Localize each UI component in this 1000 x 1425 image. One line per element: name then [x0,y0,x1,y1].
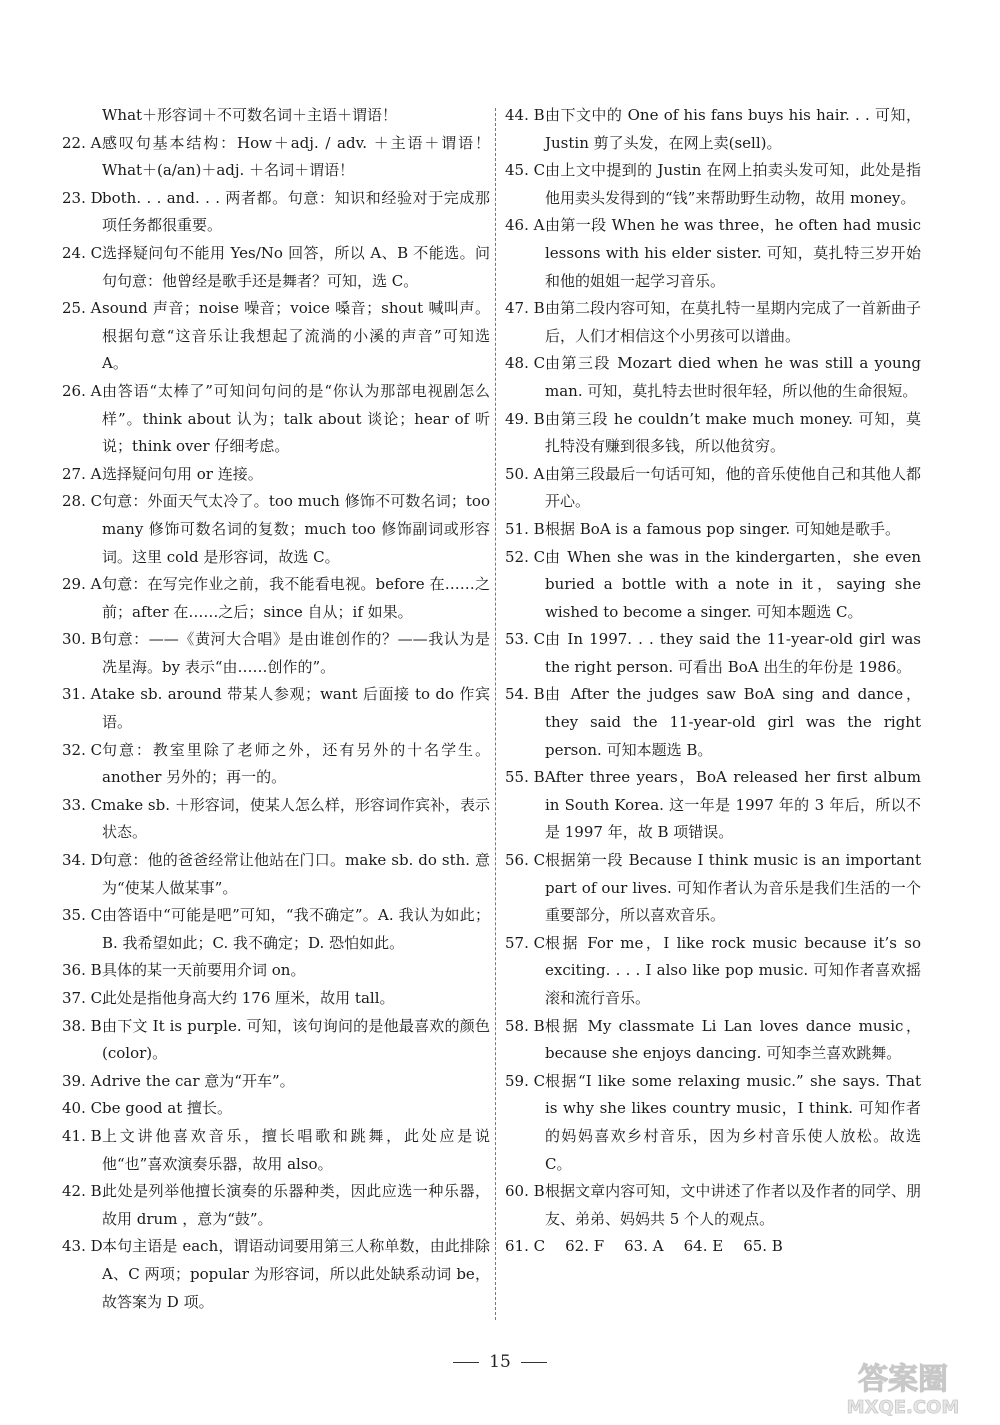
answer-number: 29. A [62,575,102,594]
answer-explanation: 由第一段 When he was three，he often had music lessons with his elder sister. 可知，莫扎特三岁开始和他的姐姐一起学习音乐。 [545,216,921,290]
answer-number: 22. A [62,133,102,152]
answer-explanation: 由第三段 Mozart died when he was still a young man. 可知，莫扎特去世时很年轻，所以他的生命很短。 [545,354,921,400]
answer-number: 30. B [62,630,102,649]
answer-item [62,1233,490,1316]
answer-explanation: 由第三段 he couldn’t make much money. 可知，莫扎特没有赚到很多钱，所以他贫穷。 [545,409,921,456]
answer-item [505,847,921,930]
answer-item [62,681,490,736]
page-number-dash-left [453,1362,479,1363]
answer-number: 47. B [505,299,545,318]
answer-explanation: 句意：外面天气太冷了。too much 修饰不可数名词；too many 修饰可数名词的复数；much too 修饰副词或形容词。这里 cold 是形容词，故选 C。 [102,492,490,566]
answer-item [62,488,490,571]
answer-explanation: 由第二段内容可知，在莫扎特一星期内完成了一首新曲子后，人们才相信这个小男孩可以谱曲。 [545,299,921,345]
answer-number: 54. B [505,685,545,704]
answer-explanation: 由答语“太棒了”可知问句问的是“你认为那部电视剧怎么样”。think about 认为；talk about 谈论；hear of 听说；think over 仔细考虑。 [102,381,490,456]
answer-number: 31. A [62,685,102,704]
answer-number: 23. D [62,188,103,207]
answer-item [62,571,490,626]
answer-number: 43. D [62,1237,103,1256]
answer-item [62,1013,490,1068]
answer-item [62,1123,490,1178]
answer-item [62,378,490,461]
answer-item [62,1095,490,1123]
page-number-text: 15 [489,1352,511,1372]
answer-number: 35. C [62,906,103,925]
answer-item [62,461,490,489]
answer-explanation: 上文讲他喜欢音乐，擅长唱歌和跳舞，此处应是说他“也”喜欢演奏乐器，故用 also。 [102,1126,490,1173]
answer-item [62,295,490,378]
answer-item [62,957,490,985]
answer-explanation: After three years，BoA released her first album in South Korea. 这一年是 1997 年的 3 年后，所以不是 1997 年，故 B 项错误。 [545,768,921,842]
answer-item [505,681,921,764]
answer-item [505,461,921,516]
answer-item [505,764,921,847]
answer-explanation: be good at 擅长。 [102,1099,233,1118]
answer-number: 49. B [505,409,545,428]
answer-item [62,102,490,130]
answer-number: 26. A [62,381,102,400]
answer-item [62,1178,490,1233]
answer-explanation: 选择疑问句不能用 Yes/No 回答，所以 A、B 不能选。问句句意：他曾经是歌手还是舞者？可知，选 C。 [102,243,490,290]
answer-number: 51. B [505,519,545,538]
final-answer: 61. C [505,1237,546,1256]
answer-number: 60. B [505,1182,545,1201]
answer-number: 36. B [62,961,102,980]
answer-number: 45. C [505,161,546,180]
answer-explanation: take sb. around 带某人参观；want 后面接 to do 作宾语。 [102,685,490,732]
answer-item [505,1178,921,1233]
answer-item [505,516,921,544]
answer-item [62,737,490,792]
page-number-dash-right [521,1362,547,1363]
answer-item [505,295,921,350]
answer-item [505,157,921,212]
answer-explanation: make sb. ＋形容词，使某人怎么样，形容词作宾补，表示状态。 [102,795,490,842]
answer-number: 33. C [62,795,103,814]
answer-item [505,1068,921,1178]
answer-explanation: 根据“I like some relaxing music.” she says. That is why she likes country music，I think. 可知作者的妈妈喜欢乡村音乐，因为乡村音乐使人放松。故选 C。 [545,1071,921,1173]
answer-item [62,240,490,295]
final-answer: 65. B [743,1237,783,1256]
answer-item [505,102,921,157]
answer-number: 48. C [505,354,546,373]
answer-explanation: 根据 My classmate Li Lan loves dance music，because she enjoys dancing. 可知李兰喜欢跳舞。 [545,1016,921,1063]
answer-explanation: 句意：——《黄河大合唱》是由谁创作的？——我认为是冼星海。by 表示“由……创作的”。 [102,630,490,676]
answer-item [505,212,921,295]
answer-item [62,1068,490,1096]
answer-number: 57. C [505,933,546,952]
answer-explanation: 句意：在写完作业之前，我不能看电视。before 在……之前；after 在……之后；since 自从；if 如果。 [102,575,490,621]
answer-item [62,185,490,240]
answer-explanation: 由答语中“可能是吧”可知，“我不确定”。A. 我认为如此；B. 我希望如此；C. 我不确定；D. 恐怕如此。 [102,906,490,952]
answer-explanation: 由上文中提到的 Justin 在网上拍卖头发可知，此处是指他用卖头发得到的“钱”来帮助野生动物，故用 money。 [545,161,921,207]
answer-number: 56. C [505,851,546,870]
column-divider [495,108,496,1320]
answer-explanation: 根据 BoA is a famous pop singer. 可知她是歌手。 [545,519,900,538]
watermark-logo [828,1355,978,1417]
answer-number: 44. B [505,106,545,124]
answer-explanation: 由 When she was in the kindergarten，she even buried a bottle with a note in it，saying she wished to become a singer. 可知本题选 C。 [545,547,921,621]
answer-item [505,626,921,681]
answer-number: 52. C [505,547,546,566]
answer-number: 37. C [62,989,103,1007]
answer-item [62,130,490,185]
answer-number: 25. A [62,299,102,318]
left-column [62,102,490,1316]
final-answer: 64. E [683,1237,724,1256]
answer-explanation: 具体的某一天前要用介词 on。 [102,961,306,980]
final-answers-row [505,1233,921,1261]
answer-explanation: What＋形容词＋不可数名词＋主语＋谓语！ [102,106,398,124]
answer-item [62,847,490,902]
final-answer: 62. F [565,1237,605,1256]
answer-number: 27. A [62,464,102,483]
answer-item [505,930,921,1013]
answer-item [62,902,490,957]
answer-explanation: 选择疑问句用 or 连接。 [102,464,263,483]
answer-number: 41. B [62,1126,102,1145]
answer-explanation: 此处是指他身高大约 176 厘米，故用 tall。 [102,989,395,1007]
answer-item [505,406,921,461]
answer-explanation: 感叹句基本结构：How＋adj. / adv. ＋主语＋谓语！What＋(a/an)＋adj. ＋名词＋谓语！ [102,133,490,180]
final-answer: 63. A [624,1237,664,1256]
answer-number: 46. A [505,216,545,235]
answer-explanation: 根据 For me，I like rock music because it’s so exciting. . . . I also like pop music. 可知作者喜欢摇滚和流行音乐。 [545,933,921,1007]
answer-item [505,1013,921,1068]
answer-explanation: 句意：教室里除了老师之外，还有另外的十名学生。another 另外的；再一的。 [102,740,490,787]
answer-item [505,544,921,627]
answer-explanation: sound 声音；noise 噪音；voice 嗓音；shout 喊叫声。根据句意“这音乐让我想起了流淌的小溪的声音”可知选 A。 [102,299,490,373]
answer-explanation: 根据第一段 Because I think music is an important part of our lives. 可知作者认为音乐是我们生活的一个重要部分，所以喜欢音乐。 [545,851,921,925]
right-column [505,102,921,1261]
answer-item [62,792,490,847]
answer-number: 39. A [62,1071,102,1090]
answer-item [62,985,490,1013]
answer-explanation: 根据文章内容可知，文中讲述了作者以及作者的同学、朋友、弟弟、妈妈共 5 个人的观点。 [545,1182,921,1228]
answer-number: 24. C [62,243,103,262]
answer-item [505,350,921,405]
answer-explanation: 本句主语是 each，谓语动词要用第三人称单数，由此排除 A、C 两项；popular 为形容词，所以此处缺系动词 be，故答案为 D 项。 [102,1237,490,1311]
watermark-top-text: 答案圈 [858,1362,948,1397]
answer-explanation: 由第三段最后一句话可知，他的音乐使他自己和其他人都开心。 [545,464,921,511]
answer-number: 32. C [62,740,103,759]
answer-explanation: 此处是列举他擅长演奏的乐器种类，因此应选一种乐器，故用 drum ，意为“鼓”。 [102,1182,490,1228]
answer-explanation: 由 After the judges saw BoA sing and dance，they said the 11-year-old girl was the right person. 可知本题选 B。 [545,685,921,759]
answer-explanation: both. . . and. . . 两者都。句意：知识和经验对于完成那项任务都很重要。 [102,188,490,235]
answer-number: 28. C [62,492,103,511]
answer-item [62,626,490,681]
answer-explanation: drive the car 意为“开车”。 [102,1071,295,1090]
answer-number: 50. A [505,464,545,483]
answer-number: 53. C [505,630,546,649]
answer-number: 40. C [62,1099,103,1118]
answer-explanation: 句意：他的爸爸经常让他站在门口。make sb. do sth. 意为“使某人做某事”。 [102,851,490,897]
watermark-bottom-text: MXQE.COM [846,1397,960,1417]
answer-number: 59. C [505,1071,546,1090]
answer-number: 55. B [505,768,545,787]
answer-number: 38. B [62,1016,102,1035]
answer-number: 42. B [62,1182,102,1201]
answer-explanation: 由 In 1997. . . they said the 11-year-old girl was the right person. 可看出 BoA 出生的年份是 1986。 [545,630,921,676]
answer-number: 34. D [62,851,103,870]
answer-explanation: 由下文 It is purple. 可知，该句询问的是他最喜欢的颜色(color)。 [102,1016,490,1063]
answer-explanation: 由下文中的 One of his fans buys his hair. . . 可知，Justin 剪了头发，在网上卖(sell)。 [545,106,921,152]
answer-number: 58. B [505,1016,545,1035]
